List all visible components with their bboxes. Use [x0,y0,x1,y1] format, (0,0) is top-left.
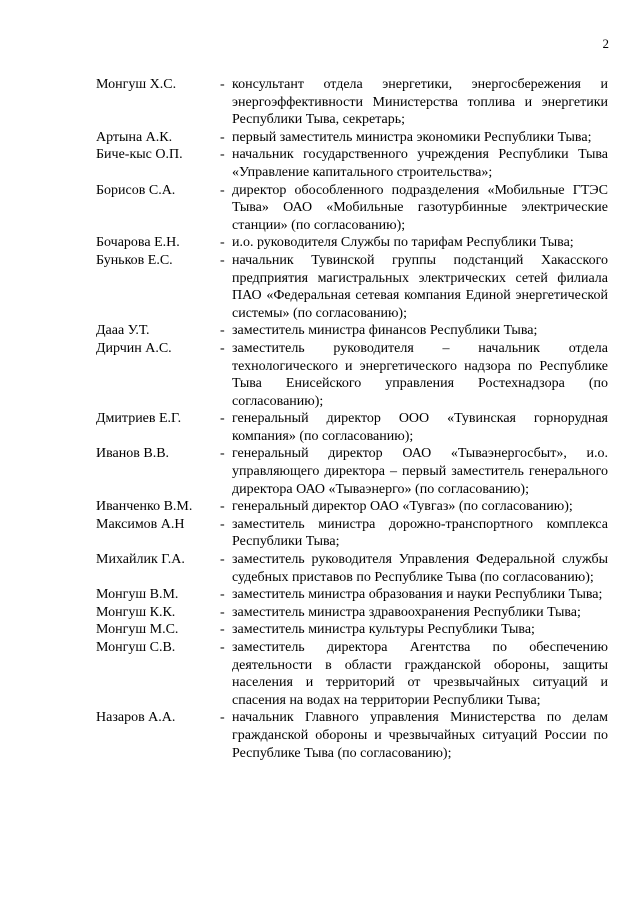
member-row [96,586,608,604]
page-number: 2 [602,36,609,51]
member-name: Биче-кыс О.П. [96,147,183,163]
member-name: Артына А.К. [96,129,173,145]
member-position: директор обособленного подразделения «Мобильные ГТЭС Тыва» ОАО «Мобильные газотурбинные электрические станции» (по согласованию); [232,182,608,233]
dash-separator: - [220,129,225,145]
member-name: Дирчин А.С. [96,340,172,356]
member-position: консультант отдела энергетики, энергосбережения и энергоэффективности Министерства топлива и энергетики Республики Тыва, секретарь; [232,77,608,128]
member-position: заместитель руководителя – начальник отдела технологического и энергетического надзора по Республике Тыва Енисейского управления Ростехнадзора (по согласованию); [232,340,608,409]
member-row [96,551,608,586]
member-row [96,252,608,322]
dash-separator: - [220,604,225,620]
member-name: Иванов В.В. [96,446,170,462]
member-position: генеральный директор ООО «Тувинская горнорудная компания» (по согласованию); [232,411,608,444]
dash-separator: - [220,499,225,515]
member-row [96,146,608,181]
member-position: заместитель директора Агентства по обеспечению деятельности в области гражданской обороны, защиты населения и территорий от чрезвычайных ситуаций и спасения на водах на территории Республики Тыва; [232,640,608,708]
member-row [96,639,608,709]
member-name: Назаров А.А. [96,710,176,726]
member-row [96,340,608,410]
member-name: Монгуш Х.С. [96,77,177,92]
member-name: Иванченко В.М. [96,499,193,515]
dash-separator: - [220,182,225,198]
member-row [96,182,608,235]
member-position: генеральный директор ОАО «Тувгаз» (по согласованию); [232,499,573,515]
member-position: заместитель руководителя Управления Федеральной службы судебных приставов по Республике Тыва (по согласованию); [232,552,608,585]
member-position: начальник государственного учреждения Республики Тыва «Управление капитального строительства»; [232,147,608,180]
member-name: Буньков Е.С. [96,252,173,268]
dash-separator: - [220,323,225,339]
member-row [96,516,608,551]
member-position: первый заместитель министра экономики Республики Тыва; [232,129,592,145]
member-row [96,604,608,622]
dash-separator: - [220,340,225,356]
dash-separator: - [220,552,225,568]
dash-separator: - [220,516,225,532]
member-row [96,234,608,252]
member-row [96,498,608,516]
member-position: заместитель министра здравоохранения Республики Тыва; [232,604,581,620]
member-position: и.о. руководителя Службы по тарифам Республики Тыва; [232,235,574,251]
member-name: Максимов А.Н [96,516,185,532]
member-position: генеральный директор ОАО «Тываэнергосбыт», и.о. управляющего директора – первый заместитель генерального директора ОАО «Тываэнерго» (по согласованию); [232,446,608,497]
member-name: Монгуш В.М. [96,587,179,603]
member-row [96,129,608,147]
dash-separator: - [220,252,225,268]
dash-separator: - [220,622,225,638]
member-name: Дмитриев Е.Г. [96,411,182,427]
member-position: начальник Тувинской группы подстанций Хакасского предприятия магистральных электрических сетей филиала ПАО «Федеральная сетевая компания Единой энергетической системы» (по согласованию); [232,252,608,321]
dash-separator: - [220,411,225,427]
dash-separator: - [220,235,225,251]
member-row [96,410,608,445]
dash-separator: - [220,710,225,726]
member-name: Монгуш М.С. [96,622,179,638]
member-position: начальник Главного управления Министерства по делам гражданской обороны и чрезвычайных ситуаций России по Республике Тыва (по согласованию); [232,710,608,761]
member-row [96,621,608,639]
dash-separator: - [220,147,225,163]
member-row [96,445,608,498]
member-name: Монгуш С.В. [96,640,176,655]
member-name: Дааа У.Т. [96,323,150,339]
dash-separator: - [220,446,225,462]
member-position: заместитель министра образования и науки Республики Тыва; [232,587,603,603]
member-name: Бочарова Е.Н. [96,235,180,251]
member-name: Монгуш К.К. [96,604,176,620]
member-position: заместитель министра финансов Республики Тыва; [232,323,538,339]
member-list [96,76,608,762]
member-position: заместитель министра дорожно-транспортного комплекса Республики Тыва; [232,516,608,550]
dash-separator: - [220,77,225,92]
member-row [96,322,608,340]
member-row [96,709,608,762]
member-row [96,76,608,129]
member-name: Борисов С.А. [96,182,176,198]
dash-separator: - [220,640,225,655]
member-name: Михайлик Г.А. [96,552,185,568]
member-position: заместитель министра культуры Республики Тыва; [232,622,535,638]
dash-separator: - [220,587,225,603]
